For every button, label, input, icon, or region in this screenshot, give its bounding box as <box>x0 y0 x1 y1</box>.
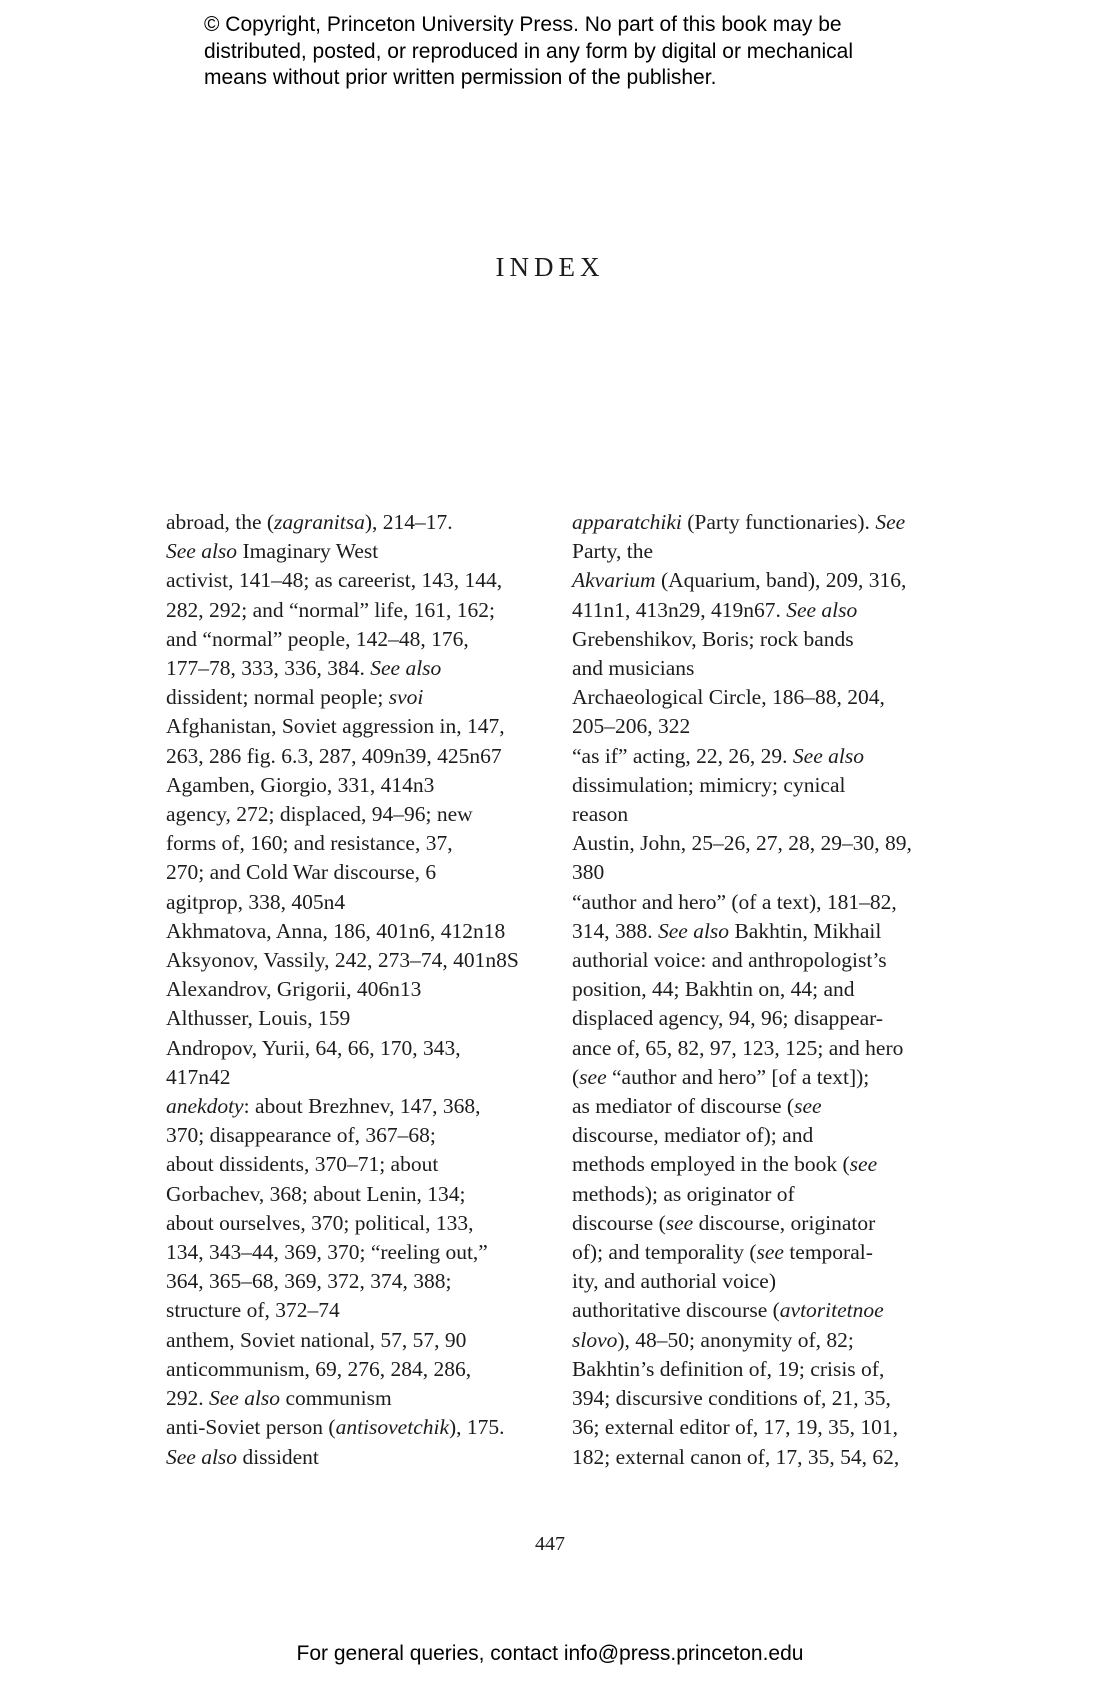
index-entry <box>166 1413 566 1471</box>
index-entry-line: anekdoty: about Brezhnev, 147, 368, <box>166 1094 481 1119</box>
index-entry-line: discourse, mediator of); and <box>572 1123 814 1148</box>
index-entry <box>572 683 972 741</box>
index-entry-line: Party, the <box>572 539 654 564</box>
index-entry-line: abroad, the (zagranitsa), 214–17. <box>166 510 453 534</box>
index-entry-line: 177–78, 333, 336, 384. See also <box>166 656 442 681</box>
index-entry <box>572 742 972 830</box>
index-entry-line: Gorbachev, 368; about Lenin, 134; <box>166 1181 466 1206</box>
index-entry-line: 364, 365–68, 369, 372, 374, 388; <box>166 1269 452 1294</box>
index-entry-line: Althusser, Louis, 159 <box>166 1006 351 1031</box>
index-entry-line: activist, 141–48; as careerist, 143, 144, <box>166 568 503 593</box>
index-entry-line: Archaeological Circle, 186–88, 204, <box>572 685 885 710</box>
index-entry-line: 292. See also communism <box>166 1386 392 1411</box>
index-entry-line: 282, 292; and “normal” life, 161, 162; <box>166 597 495 622</box>
index-entry-line: dissident; normal people; svoi <box>166 685 424 710</box>
index-entry-line: Akvarium (Aquarium, band), 209, 316, <box>572 568 907 593</box>
index-entry-line: agitprop, 338, 405n4 <box>166 889 346 914</box>
index-entry-line: methods); as originator of <box>572 1181 795 1206</box>
index-entry-line: Grebenshikov, Boris; rock bands <box>572 626 854 651</box>
index-entry-line: dissimulation; mimicry; cynical <box>572 772 846 797</box>
index-entry-line: 270; and Cold War discourse, 6 <box>166 860 437 885</box>
index-entry-line: position, 44; Bakhtin on, 44; and <box>572 977 855 1002</box>
copyright-line: © Copyright, Princeton University Press. No part of this book may be <box>204 13 842 36</box>
footer-contact: For general queries, contact info@press.princeton.edu <box>296 1642 804 1665</box>
index-entry-line: Bakhtin’s definition of, 19; crisis of, <box>572 1356 885 1381</box>
index-entry <box>166 771 566 800</box>
index-entry-line: authorial voice: and anthropologist’s <box>572 948 887 973</box>
index-entry-line: Agamben, Giorgio, 331, 414n3 <box>166 772 435 797</box>
index-column-right <box>572 508 972 1472</box>
index-entry-line: 205–206, 322 <box>572 714 691 739</box>
index-entry <box>166 888 566 917</box>
index-entry <box>166 1004 566 1033</box>
index-entry <box>166 975 566 1004</box>
index-entry-line: Andropov, Yurii, 64, 66, 170, 343, <box>166 1035 461 1060</box>
index-column-left <box>166 508 566 1472</box>
index-entry-line: anticommunism, 69, 276, 284, 286, <box>166 1356 472 1381</box>
index-entry-line: ance of, 65, 82, 97, 123, 125; and hero <box>572 1035 904 1060</box>
page-title: INDEX <box>495 252 605 282</box>
index-entry-line: 394; discursive conditions of, 21, 35, <box>572 1386 891 1411</box>
index-entry-line: displaced agency, 94, 96; disappear- <box>572 1006 884 1031</box>
copyright-line: means without prior written permission of the publisher. <box>204 66 717 89</box>
index-entry-line: 314, 388. See also Bakhtin, Mikhail <box>572 918 882 943</box>
index-entry-line: authoritative discourse (avtoritetnoe <box>572 1298 884 1323</box>
index-entry-line: 263, 286 fig. 6.3, 287, 409n39, 425n67 <box>166 743 502 768</box>
index-entry-line: 36; external editor of, 17, 19, 35, 101, <box>572 1415 899 1440</box>
index-entry-line: “author and hero” (of a text), 181–82, <box>572 889 897 914</box>
index-entry-line: and musicians <box>572 656 695 681</box>
page-number: 447 <box>535 1533 565 1555</box>
index-entry-line: Austin, John, 25–26, 27, 28, 29–30, 89, <box>572 831 912 856</box>
index-entry-line: and “normal” people, 142–48, 176, <box>166 626 469 651</box>
index-entry-line: Alexandrov, Grigorii, 406n13 <box>166 977 422 1002</box>
index-entry <box>572 566 972 683</box>
index-entry-line: about ourselves, 370; political, 133, <box>166 1210 474 1235</box>
index-entry-line: ity, and authorial voice) <box>572 1269 776 1294</box>
index-entry-line: Afghanistan, Soviet aggression in, 147, <box>166 714 505 739</box>
index-entry-line: as mediator of discourse (see <box>572 1094 822 1119</box>
index-entry <box>166 566 566 712</box>
index-entry-line: 134, 343–44, 369, 370; “reeling out,” <box>166 1240 488 1265</box>
copyright-line: distributed, posted, or reproduced in any form by digital or mechanical <box>204 39 854 63</box>
index-entry <box>166 508 566 566</box>
index-entry-line: about dissidents, 370–71; about <box>166 1152 439 1177</box>
index-entry-line: 370; disappearance of, 367–68; <box>166 1123 436 1148</box>
index-entry-line: methods employed in the book (see <box>572 1152 878 1177</box>
index-entry-line: of); and temporality (see temporal- <box>572 1240 873 1265</box>
index-entry-line: See also dissident <box>166 1444 319 1469</box>
index-entry-line: Akhmatova, Anna, 186, 401n6, 412n18 <box>166 918 506 943</box>
index-entry <box>166 1326 566 1414</box>
index-entry-line: apparatchiki (Party functionaries). See <box>572 510 906 534</box>
index-entry-line: agency, 272; displaced, 94–96; new <box>166 802 473 827</box>
index-entry <box>166 946 566 975</box>
index-entry-line: anthem, Soviet national, 57, 57, 90 <box>166 1327 467 1352</box>
index-entry <box>572 829 972 887</box>
index-entry <box>166 800 566 888</box>
index-entry-line: anti-Soviet person (antisovetchik), 175. <box>166 1415 505 1440</box>
index-entry <box>166 1092 566 1326</box>
index-entry <box>572 888 972 946</box>
index-entry-line: “as if” acting, 22, 26, 29. See also <box>572 743 864 768</box>
index-entry-line: 182; external canon of, 17, 35, 54, 62, <box>572 1444 900 1469</box>
copyright-notice <box>204 12 964 92</box>
index-entry-line: 380 <box>572 860 605 885</box>
index-entry-line: 417n42 <box>166 1064 231 1089</box>
index-entry <box>572 946 972 1296</box>
index-entry-line: (see “author and hero” [of a text]); <box>572 1064 870 1089</box>
index-entry <box>166 1034 566 1092</box>
index-entry-line: 411n1, 413n29, 419n67. See also <box>572 597 858 622</box>
index-entry-line: See also Imaginary West <box>166 539 379 564</box>
index-entry <box>572 1296 972 1471</box>
index-entry-line: Aksyonov, Vassily, 242, 273–74, 401n8S <box>166 948 519 973</box>
index-entry-line: discourse (see discourse, originator <box>572 1210 876 1235</box>
index-entry-line: slovo), 48–50; anonymity of, 82; <box>572 1327 854 1352</box>
index-entry-line: forms of, 160; and resistance, 37, <box>166 831 453 856</box>
index-entry <box>166 712 566 770</box>
index-entry-line: reason <box>572 802 629 827</box>
index-entry <box>572 508 972 566</box>
index-entry <box>166 917 566 946</box>
index-entry-line: structure of, 372–74 <box>166 1298 340 1323</box>
